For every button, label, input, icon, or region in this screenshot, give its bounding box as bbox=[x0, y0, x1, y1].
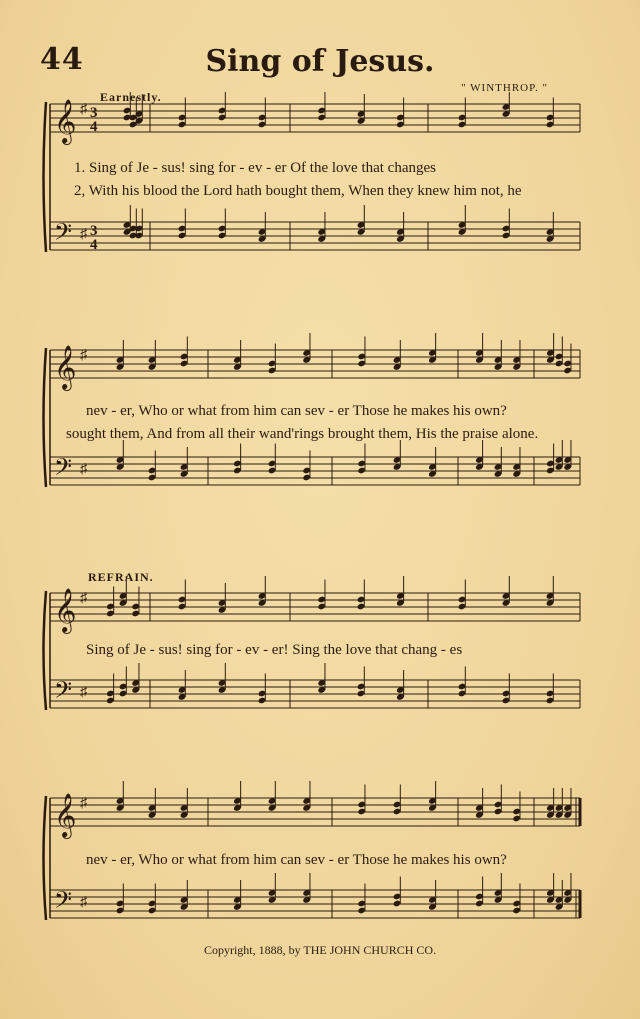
time-signature: 4 bbox=[90, 237, 98, 253]
bass-staff bbox=[50, 457, 580, 485]
system-brace bbox=[44, 796, 47, 920]
system-brace bbox=[44, 591, 47, 710]
refrain-marking: REFRAIN. bbox=[88, 570, 154, 584]
sharp-icon: ♯ bbox=[80, 685, 87, 700]
time-signature: 3 bbox=[90, 105, 98, 121]
treble-clef-icon: 𝄞 bbox=[54, 99, 77, 143]
sharp-icon: ♯ bbox=[80, 796, 87, 811]
sharp-icon: ♯ bbox=[80, 462, 87, 477]
bass-clef-icon: 𝄢 bbox=[54, 886, 73, 919]
lyric-verse-1: nev - er, Who or what from him can sev - er Those he makes his own? bbox=[86, 403, 507, 419]
bass-clef-icon: 𝄢 bbox=[54, 218, 73, 251]
sharp-icon: ♯ bbox=[80, 895, 87, 910]
lyric-verse-2: 2, With his blood the Lord hath bought them, When they knew him not, he bbox=[74, 183, 522, 199]
bass-clef-icon: 𝄢 bbox=[54, 453, 73, 486]
treble-staff bbox=[50, 593, 580, 621]
bass-staff bbox=[50, 680, 580, 708]
copyright-notice: Copyright, 1888, by THE JOHN CHURCH CO. bbox=[203, 943, 437, 957]
system-brace bbox=[44, 102, 47, 252]
sharp-icon: ♯ bbox=[80, 227, 87, 242]
sharp-icon: ♯ bbox=[80, 591, 87, 606]
lyric-verse-1: 1. Sing of Je - sus! sing for - ev - er Of the love that changes bbox=[74, 160, 436, 176]
system-brace bbox=[44, 348, 47, 487]
time-signature: 4 bbox=[90, 119, 98, 135]
treble-clef-icon: 𝄞 bbox=[54, 345, 77, 389]
treble-staff bbox=[50, 350, 580, 378]
hymn-title: Sing of Jesus. bbox=[205, 44, 435, 79]
bass-clef-icon: 𝄢 bbox=[54, 676, 73, 709]
sharp-icon: ♯ bbox=[80, 348, 87, 363]
time-signature: 3 bbox=[90, 223, 98, 239]
lyric-verse-2: sought them, And from all their wand'rings brought them, His the praise alone. bbox=[66, 426, 539, 442]
treble-clef-icon: 𝄞 bbox=[54, 588, 77, 632]
treble-clef-icon: 𝄞 bbox=[54, 793, 77, 837]
sharp-icon: ♯ bbox=[80, 102, 87, 117]
tune-name: " WINTHROP. " bbox=[461, 82, 548, 94]
lyric-refrain: Sing of Je - sus! sing for - ev - er! Sing the love that chang - es bbox=[86, 642, 463, 658]
lyric-refrain: nev - er, Who or what from him can sev - er Those he makes his own? bbox=[86, 852, 507, 868]
tempo-marking: Earnestly. bbox=[100, 90, 162, 104]
page-number: 44 bbox=[40, 42, 84, 77]
staff-system-2 bbox=[0, 332, 640, 517]
